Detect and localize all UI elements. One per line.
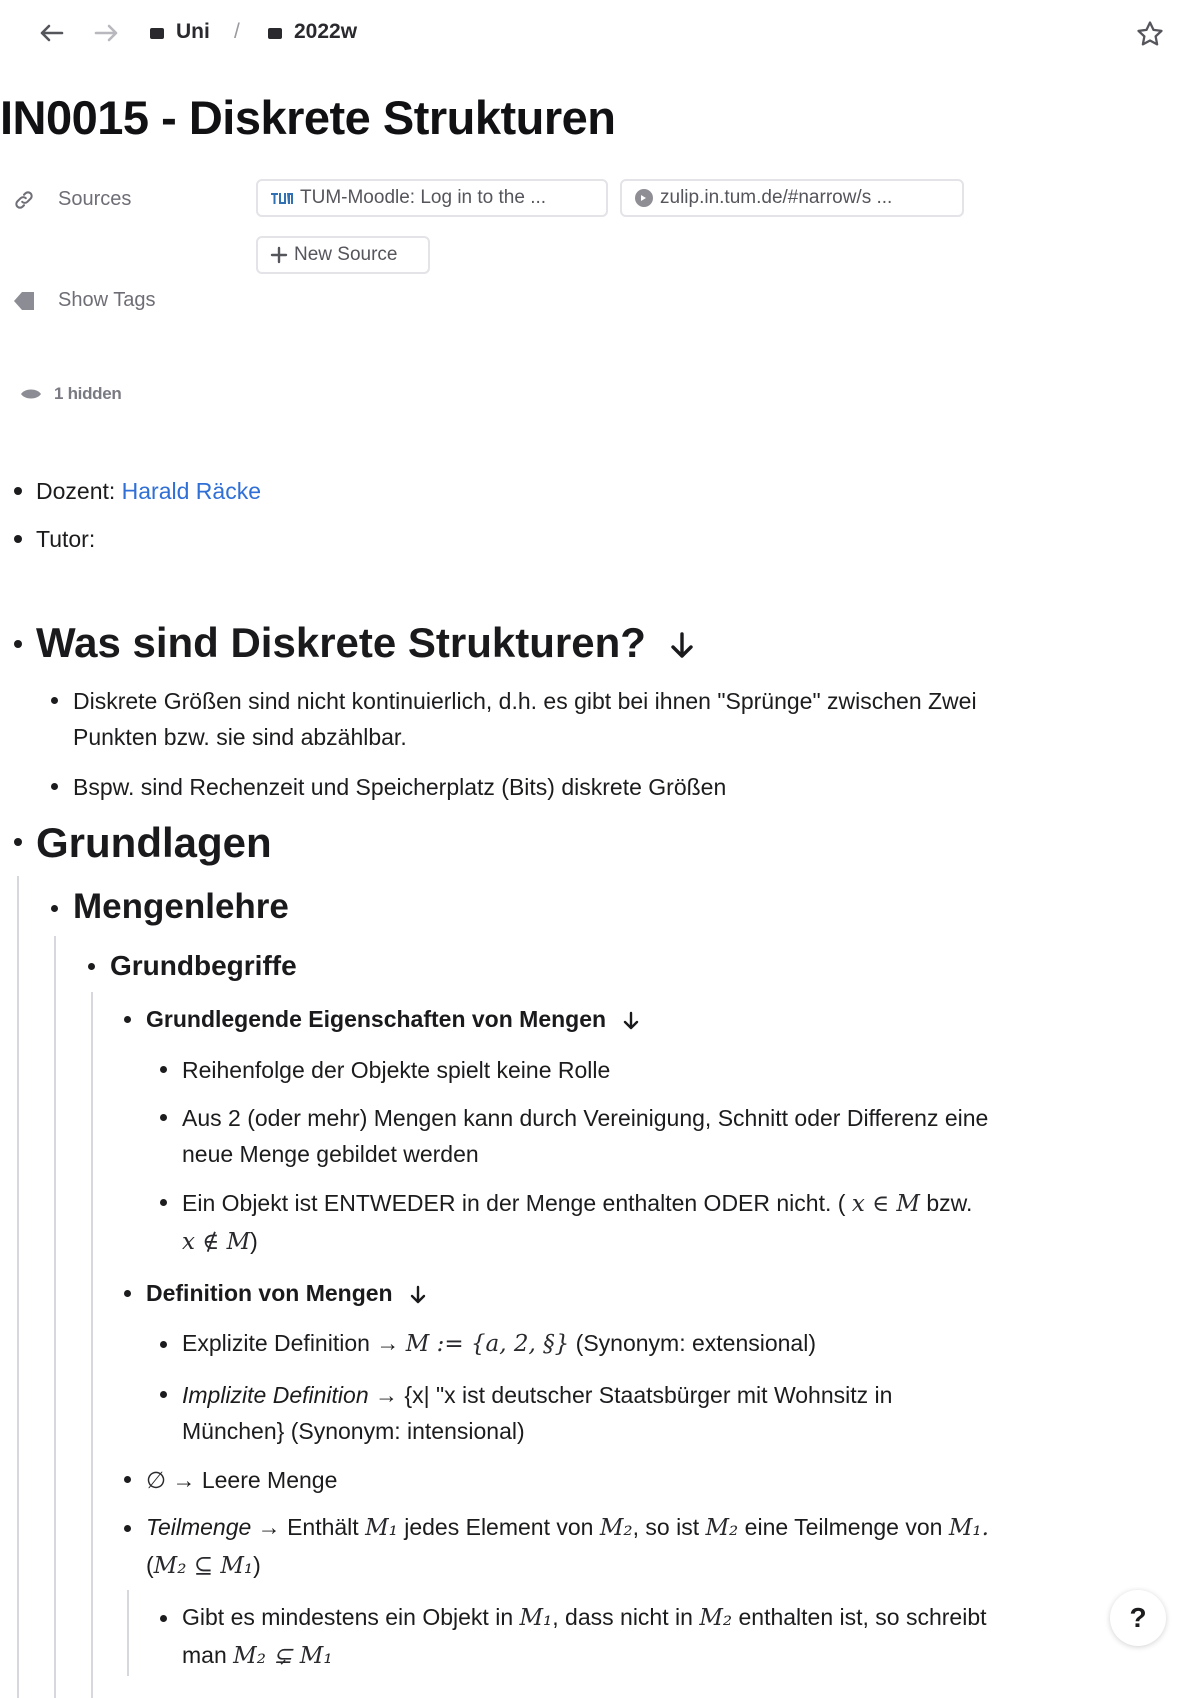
page-title: IN0015 - Diskrete Strukturen [0, 91, 616, 144]
list-item-explizit [182, 1328, 816, 1359]
list-item-text: , dass nicht in [552, 1604, 693, 1630]
heading-eigenschaften[interactable] [146, 1004, 640, 1034]
bullet [124, 1476, 131, 1483]
bullet [124, 1290, 131, 1297]
bullet [160, 1615, 167, 1622]
list-item-text: jedes Element von [404, 1514, 594, 1540]
list-item-text: Explizite Definition [182, 1330, 370, 1356]
indent-guide [54, 936, 56, 1698]
hidden-label: 1 hidden [54, 384, 122, 403]
arrow-down-icon [409, 1285, 427, 1305]
math-formula: M₂ [705, 1515, 739, 1541]
help-button[interactable]: ? [1110, 1590, 1166, 1646]
tum-icon [270, 191, 294, 205]
list-item-text: Reihenfolge der Objekte spielt keine Rolle [182, 1057, 611, 1083]
eye-icon [20, 388, 42, 400]
dozent-label: Dozent: [36, 478, 116, 504]
bullet [88, 963, 95, 970]
list-item-text: , so ist [632, 1514, 700, 1540]
bullet [160, 1391, 167, 1398]
indent-guide [127, 1590, 129, 1676]
arrow-down-icon [668, 631, 696, 661]
list-item-teilmenge [146, 1512, 989, 1543]
hidden-properties-toggle[interactable] [20, 384, 122, 404]
math-formula: ∅ [146, 1468, 167, 1494]
list-item-text: man [182, 1642, 227, 1668]
bullet [14, 487, 22, 495]
star-icon [1135, 19, 1165, 49]
folder-icon [268, 28, 282, 39]
list-item-tutor [36, 524, 95, 554]
math-formula: x ∉ M [182, 1229, 251, 1255]
arrow-right-icon: → [172, 1467, 196, 1493]
list-item-text-continued: Punkten bzw. sie sind abzählbar. [73, 724, 407, 750]
math-formula: M₁ [365, 1515, 398, 1541]
list-item-element-of [182, 1188, 972, 1219]
back-button[interactable] [36, 18, 66, 48]
favorite-button[interactable] [1134, 18, 1166, 50]
heading-text: Grundlegende Eigenschaften von Mengen [146, 1006, 607, 1032]
heading-grundbegriffe[interactable]: Grundbegriffe [110, 950, 297, 981]
plus-icon [270, 246, 288, 264]
indent-guide [91, 992, 93, 1698]
breadcrumb-label: Uni [176, 20, 210, 43]
heading-grundlagen[interactable]: Grundlagen [36, 819, 272, 866]
math-formula: M₂ ⊊ M₁ [233, 1643, 333, 1669]
bullet [124, 1016, 131, 1023]
math-formula: M₂ [599, 1515, 633, 1541]
sources-label: Sources [58, 188, 132, 210]
bullet [124, 1525, 131, 1532]
heading-mengenlehre[interactable]: Mengenlehre [73, 887, 289, 926]
bullet [14, 640, 22, 648]
list-item-text: Gibt es mindestens ein Objekt in [182, 1604, 514, 1630]
heading-definition[interactable] [146, 1278, 427, 1308]
bullet [160, 1114, 167, 1121]
new-source-label: New Source [294, 244, 398, 265]
source-chip-label: zulip.in.tum.de/#narrow/s ... [660, 187, 893, 208]
bullet [160, 1199, 167, 1206]
math-formula: M₂ [699, 1605, 733, 1631]
math-formula: M := {a, 2, §} [405, 1331, 570, 1357]
zulip-icon [634, 188, 654, 208]
list-item-text: Implizite Definition [182, 1382, 369, 1408]
source-chip-zulip[interactable] [620, 179, 964, 217]
list-item-text: (Synonym: extensional) [575, 1330, 816, 1356]
heading-text: Definition von Mengen [146, 1280, 393, 1306]
sources-property[interactable] [12, 188, 131, 211]
arrow-right-icon [94, 23, 120, 43]
math-formula: M₂ ⊆ M₁ [153, 1553, 254, 1579]
list-item-text: Bspw. sind Rechenzeit und Speicherplatz (Bits) diskrete Größen [73, 774, 727, 800]
math-formula: x ∈ M [851, 1191, 920, 1217]
tag-icon [12, 290, 36, 312]
top-bar [0, 0, 1200, 66]
heading-text: Was sind Diskrete Strukturen? [36, 619, 646, 666]
list-item-text-continued [182, 1640, 333, 1671]
arrow-down-icon [622, 1011, 640, 1031]
bullet [51, 783, 58, 790]
list-item-text: {x| "x ist deutscher Staatsbürger mit Wohnsitz in [404, 1382, 893, 1408]
list-item-text: bzw. [926, 1190, 973, 1216]
list-item-text: Teilmenge [146, 1514, 252, 1540]
list-item-text: Leere Menge [201, 1467, 338, 1493]
list-item-text: enthalten ist, so schreibt [738, 1604, 987, 1630]
bullet [14, 535, 22, 543]
breadcrumb-item-2022w[interactable] [268, 20, 357, 44]
list-item-text-continued: x ∉ M) [182, 1228, 258, 1255]
list-item-text: eine Teilmenge von [744, 1514, 943, 1540]
list-item-text: Enthält [287, 1514, 359, 1540]
tags-property[interactable] [12, 289, 155, 312]
list-item-text: Ein Objekt ist ENTWEDER in der Menge enthalten ODER nicht. ( [182, 1190, 846, 1216]
arrow-right-icon: → [376, 1330, 400, 1356]
link-icon [12, 189, 36, 211]
tutor-label: Tutor: [36, 526, 96, 552]
bullet [160, 1341, 167, 1348]
list-item-text-continued: (M₂ ⊆ M₁) [146, 1552, 261, 1579]
arrow-left-icon [38, 23, 64, 43]
tags-label: Show Tags [58, 289, 156, 311]
forward-button[interactable] [92, 18, 122, 48]
list-item-leere-menge [146, 1465, 337, 1496]
folder-icon [150, 28, 164, 39]
heading-was-sind[interactable] [36, 619, 696, 667]
arrow-right-icon: → [375, 1382, 399, 1408]
bullet [14, 838, 22, 846]
list-item-text-continued: neue Menge gebildet werden [182, 1141, 479, 1167]
list-item-text: Diskrete Größen sind nicht kontinuierlich, d.h. es gibt bei ihnen "Sprünge" zwischen Zwei [73, 688, 977, 714]
indent-guide [17, 876, 19, 1698]
list-item-dozent [36, 476, 261, 506]
new-source-button[interactable] [256, 236, 430, 274]
arrow-right-icon: → [257, 1514, 281, 1540]
breadcrumb-item-uni[interactable] [150, 20, 210, 44]
bullet [160, 1066, 167, 1073]
math-formula: M₁. [948, 1515, 989, 1541]
list-item-text-continued: München} (Synonym: intensional) [182, 1418, 525, 1444]
breadcrumb-separator: / [234, 20, 240, 43]
math-formula: M₁ [519, 1605, 553, 1631]
dozent-link[interactable]: Harald Räcke [121, 478, 261, 504]
source-chip-moodle[interactable] [256, 179, 608, 217]
bullet [51, 905, 58, 912]
list-item-implizit [182, 1380, 892, 1410]
list-item-text: Aus 2 (oder mehr) Mengen kann durch Vereinigung, Schnitt oder Differenz eine [182, 1105, 989, 1131]
bullet [51, 697, 58, 704]
source-chip-label: TUM-Moodle: Log in to the ... [300, 187, 547, 208]
list-item-echte-teilmenge [182, 1602, 987, 1633]
breadcrumb-label: 2022w [294, 20, 358, 43]
